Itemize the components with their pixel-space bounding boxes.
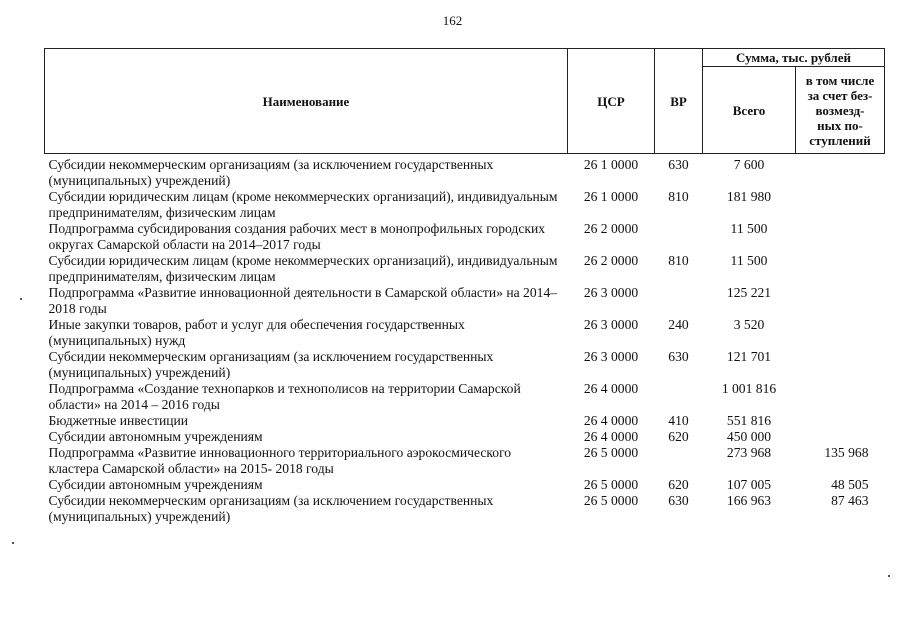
table-row bbox=[45, 445, 885, 477]
table-row bbox=[45, 349, 885, 381]
row-total-cell: 1 001 816 bbox=[721, 381, 777, 396]
row-name-cell: Подпрограмма субсидирования создания рабочих мест в монопрофильных городских округах Самарской области на 2014–2017 годы bbox=[48, 221, 546, 252]
header-sum-group: Сумма, тыс. рублей bbox=[703, 49, 885, 67]
row-total-cell: 107 005 bbox=[726, 477, 772, 492]
table-row bbox=[45, 221, 885, 253]
row-csr-cell: 26 3 0000 bbox=[583, 285, 639, 300]
row-vr-cell: 630 bbox=[668, 157, 689, 172]
row-csr-cell: 26 2 0000 bbox=[583, 253, 639, 268]
row-csr-cell: 26 2 0000 bbox=[583, 221, 639, 236]
row-total-cell: 7 600 bbox=[733, 157, 765, 172]
row-name-cell: Субсидии некоммерческим организациям (за исключением государственных (муниципальных) учреждений) bbox=[48, 493, 494, 524]
row-name-cell: Субсидии некоммерческим организациям (за исключением государственных (муниципальных) учреждений) bbox=[48, 349, 494, 380]
header-csr: ЦСР bbox=[568, 49, 655, 154]
row-total-cell: 551 816 bbox=[726, 413, 772, 428]
table-body bbox=[45, 154, 885, 526]
row-total-cell: 11 500 bbox=[730, 221, 768, 236]
row-vr-cell bbox=[655, 381, 703, 413]
row-grant-cell bbox=[796, 349, 885, 381]
scan-speck bbox=[888, 575, 890, 577]
row-vr-cell: 810 bbox=[668, 189, 689, 204]
table-row bbox=[45, 413, 885, 429]
row-csr-cell: 26 4 0000 bbox=[583, 429, 639, 444]
row-vr-cell: 620 bbox=[668, 477, 689, 492]
row-total-cell: 450 000 bbox=[726, 429, 772, 444]
row-csr-cell: 26 5 0000 bbox=[583, 493, 639, 508]
budget-table bbox=[44, 48, 885, 525]
row-csr-cell: 26 4 0000 bbox=[583, 381, 639, 396]
row-csr-cell: 26 3 0000 bbox=[583, 349, 639, 364]
table-row bbox=[45, 381, 885, 413]
row-name-cell: Субсидии некоммерческим организациям (за исключением государственных (муниципальных) учреждений) bbox=[48, 157, 494, 188]
table-row bbox=[45, 189, 885, 221]
row-grant-cell: 135 968 bbox=[824, 445, 869, 460]
row-vr-cell: 810 bbox=[668, 253, 689, 268]
row-grant-cell bbox=[796, 154, 885, 190]
row-name-cell: Иные закупки товаров, работ и услуг для обеспечения государственных (муниципальных) нужд bbox=[48, 317, 465, 348]
row-name-cell: Субсидии юридическим лицам (кроме некоммерческих организаций), индивидуальным предпринимателям, физическим лицам bbox=[48, 189, 558, 220]
row-total-cell: 121 701 bbox=[726, 349, 772, 364]
row-grant-cell bbox=[796, 413, 885, 429]
row-csr-cell: 26 3 0000 bbox=[583, 317, 639, 332]
row-name-cell: Подпрограмма «Создание технопарков и технополисов на территории Самарской области» на 2014 – 2016 годы bbox=[48, 381, 521, 412]
row-total-cell: 273 968 bbox=[726, 445, 772, 460]
row-name-cell: Субсидии автономным учреждениям bbox=[48, 477, 263, 492]
row-name-cell: Бюджетные инвестиции bbox=[48, 413, 189, 428]
row-name-cell: Субсидии автономным учреждениям bbox=[48, 429, 263, 444]
row-grant-cell bbox=[796, 317, 885, 349]
table-row bbox=[45, 253, 885, 285]
row-total-cell: 181 980 bbox=[726, 189, 772, 204]
row-grant-cell bbox=[796, 253, 885, 285]
table-row bbox=[45, 477, 885, 493]
row-vr-cell: 620 bbox=[668, 429, 689, 444]
row-vr-cell bbox=[655, 445, 703, 477]
row-grant-cell: 87 463 bbox=[831, 493, 869, 508]
row-vr-cell: 410 bbox=[668, 413, 689, 428]
row-vr-cell bbox=[655, 221, 703, 253]
table-row bbox=[45, 493, 885, 525]
row-vr-cell bbox=[655, 285, 703, 317]
scan-speck bbox=[12, 542, 14, 544]
header-grant: в том числе за счет без- возмезд- ных по- ступлений bbox=[796, 67, 885, 154]
row-total-cell: 125 221 bbox=[726, 285, 772, 300]
row-grant-cell bbox=[796, 381, 885, 413]
row-total-cell: 166 963 bbox=[726, 493, 772, 508]
header-vr: ВР bbox=[655, 49, 703, 154]
table-row bbox=[45, 154, 885, 190]
row-grant-cell bbox=[796, 285, 885, 317]
row-csr-cell: 26 4 0000 bbox=[583, 413, 639, 428]
table-row bbox=[45, 317, 885, 349]
header-name: Наименование bbox=[45, 49, 568, 154]
table-row bbox=[45, 285, 885, 317]
row-name-cell: Подпрограмма «Развитие инновационного территориального аэрокосмического кластера Самарской области» на 2015- 2018 годы bbox=[48, 445, 512, 476]
table-row bbox=[45, 429, 885, 445]
row-csr-cell: 26 1 0000 bbox=[583, 189, 639, 204]
row-total-cell: 3 520 bbox=[733, 317, 765, 332]
row-vr-cell: 240 bbox=[668, 317, 689, 332]
row-vr-cell: 630 bbox=[668, 349, 689, 364]
row-name-cell: Подпрограмма «Развитие инновационной деятельности в Самарской области» на 2014–2018 годы bbox=[48, 285, 558, 316]
page-number: 162 bbox=[442, 13, 463, 28]
row-name-cell: Субсидии юридическим лицам (кроме некоммерческих организаций), индивидуальным предпринимателям, физическим лицам bbox=[48, 253, 558, 284]
row-grant-cell bbox=[796, 221, 885, 253]
scan-speck bbox=[20, 298, 22, 300]
row-csr-cell: 26 5 0000 bbox=[583, 477, 639, 492]
row-grant-cell: 48 505 bbox=[831, 477, 869, 492]
row-grant-cell bbox=[796, 429, 885, 445]
header-total: Всего bbox=[703, 67, 796, 154]
row-total-cell: 11 500 bbox=[730, 253, 768, 268]
row-vr-cell: 630 bbox=[668, 493, 689, 508]
row-grant-cell bbox=[796, 189, 885, 221]
row-csr-cell: 26 5 0000 bbox=[583, 445, 639, 460]
row-csr-cell: 26 1 0000 bbox=[583, 157, 639, 172]
